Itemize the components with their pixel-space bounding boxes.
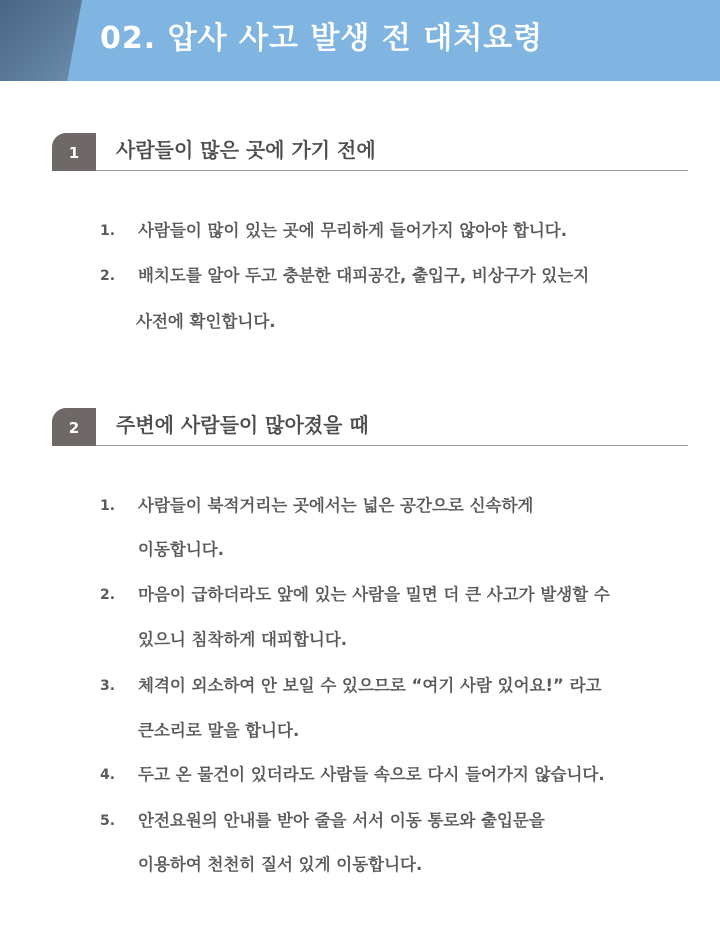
section-2-heading <box>52 408 688 446</box>
list-item <box>0 760 720 790</box>
list-item <box>0 580 720 656</box>
list-item <box>0 671 720 747</box>
list-item-text: 두고 온 물건이 있더라도 사람들 속으로 다시 들어가지 않습니다. <box>138 765 605 784</box>
list-item-number: 2. <box>100 268 116 284</box>
list-item-text: 체격이 외소하여 안 보일 수 있으므로 “여기 사람 있어요!” 라고 <box>138 676 602 695</box>
list-item-text-continued: 큰소리로 말을 합니다. <box>138 721 300 740</box>
section-1-title: 사람들이 많은 곳에 가기 전에 <box>116 138 376 162</box>
list-item-text: 배치도를 알아 두고 충분한 대피공간, 출입구, 비상구가 있는지 <box>138 266 590 285</box>
list-item-text-continued: 사전에 확인합니다. <box>136 312 276 331</box>
list-item-text: 마음이 급하더라도 앞에 있는 사람을 밀면 더 큰 사고가 발생할 수 <box>138 585 610 604</box>
list-item-text: 안전요원의 안내를 받아 줄을 서서 이동 통로와 출입문을 <box>138 811 545 830</box>
list-item-text-continued: 이용하여 천천히 질서 있게 이동합니다. <box>138 855 423 874</box>
list-item-text: 사람들이 많이 있는 곳에 무리하게 들어가지 않아야 합니다. <box>138 221 568 240</box>
list-item <box>0 806 720 882</box>
section-1-heading <box>52 133 688 171</box>
list-item-number: 1. <box>100 223 116 239</box>
list-item-number: 3. <box>100 678 116 694</box>
list-item-number: 1. <box>100 498 116 514</box>
list-item-number: 5. <box>100 813 116 829</box>
section-2-badge: 2 <box>52 408 96 446</box>
list-item-text-continued: 있으니 침착하게 대피합니다. <box>138 630 348 649</box>
list-item-text: 사람들이 북적거리는 곳에서는 넓은 공간으로 신속하게 <box>138 496 534 515</box>
section-1-badge: 1 <box>52 133 96 171</box>
list-item <box>0 491 720 567</box>
list-item-text-continued: 이동합니다. <box>138 540 224 559</box>
list-item-number: 4. <box>100 767 116 783</box>
section-2-divider <box>96 445 688 446</box>
list-item <box>0 261 720 337</box>
section-1-divider <box>96 170 688 171</box>
page-title: 02. 압사 사고 발생 전 대처요령 <box>100 21 544 56</box>
list-item-number: 2. <box>100 587 116 603</box>
list-item <box>0 216 720 246</box>
section-2-title: 주변에 사람들이 많아졌을 때 <box>116 413 369 437</box>
